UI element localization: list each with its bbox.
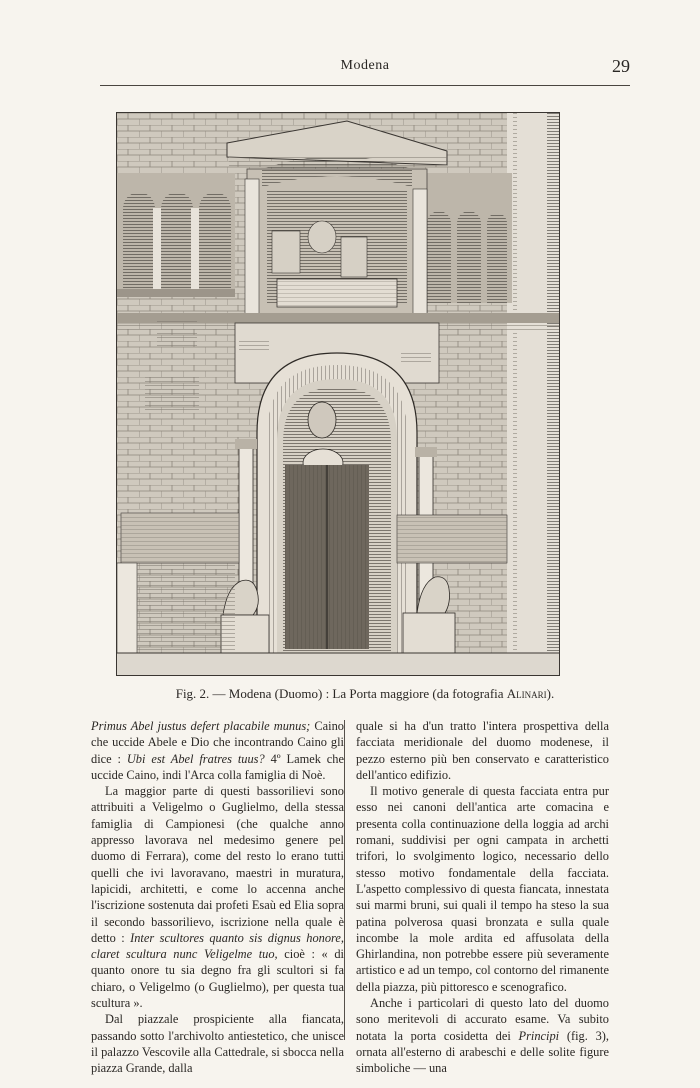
italic-quote: Inter scultores quanto sis dignus honore, claret scultura nunc Veligelme tuo, [91,930,344,962]
paragraph-text: La maggior parte di questi bassorilievi sono attribuiti a Veligelmo o Guglielmo, della stessa famiglia di Campionesi (che qualche anno appresso lavorava nel medesimo genere pel duomo di Ferrara), come del resto lo erano tutti quelli che ivi lavoravano, maestri in muratura, lapicidi, architetti, e come lo accenna anche l'iscrizione sostenuta dai profeti Esaù ed Elia sopra il secondo bassorilievo, iscrizione nella quale è detto : [91,784,344,945]
paragraph: Dal piazzale prospiciente alla fiancata, passando sotto l'archivolto antiestetico, che unisce il palazzo Vescovile alla Cattedrale, si sbocca nella piazza Grande, dalla [91,1012,344,1076]
running-title: Modena [340,58,390,73]
paragraph-text: cioè : « di quanto onore tu sia degno fra gli scultori si fa chiaro, o Veligelmo (o Guglielmo), per questa tua scultura ». [91,947,344,1011]
italic-word: Principi [518,1028,560,1043]
paragraph-text: (fig. 3), ornata all'esterno di arabeschi e delle solite figure simboliche — una [356,1028,609,1076]
figure-caption [100,686,630,702]
header-rule [100,85,630,86]
cathedral-portal-illustration [117,113,559,675]
caption-text: Fig. 2. — Modena (Duomo) : La Porta maggiore (da fotografia [175,686,507,701]
italic-quote: Primus Abel justus defert placabile munus; [91,719,311,733]
paragraph-text: 4º Lamek che uccide Caino, indi l'Arca colla famiglia di Noè. [91,751,344,782]
paragraph [356,995,609,1076]
caption-photographer: Alinari [506,686,547,701]
caption-end: ). [546,686,555,701]
engraving-figure [116,112,560,676]
page-number: 29 [612,56,630,76]
right-column [356,718,609,1077]
paragraph-text: Anche i particolari di questo lato del duomo sono meritevoli di accurato esame. Va subito notata la porta cosidetta dei [356,996,609,1043]
italic-quote: Ubi est Abel fratres tuus? [126,751,265,766]
paragraph [91,718,344,783]
left-column [91,718,344,1077]
running-header [100,58,630,80]
paragraph-text: Caino che uccide Abele e Dio che incontrando Caino gli dice : [91,719,344,766]
paragraph [91,783,344,1011]
paragraph: quale si ha d'un tratto l'intera prospettiva della facciata meridionale del duomo modenese, il pezzo esterno più ben conservato e caratteristico dell'antico edifizio. [356,719,609,782]
paragraph: Il motivo generale di questa facciata entra pur esso nei canoni dell'antica arte comacina e presenta colla continuazione della loggia ad archi romani, suddivisi per ogni campata in archetti trifori, lo svolgimento logico, necessario dello stesso motivo fondamentale della facciata. L'aspetto complessivo di questa fiancata, innestata sui marmi bruni, sui quali il tempo ha steso la sua patina polverosa quasi bronzata e sulla quale incombe la mole ardita ed affusolata della Ghirlandina, non potrebbe essere più severamente artistico e ad un tempo, col contorno del rimanente della piazza, più pittoresco e scenografico. [356,784,609,994]
column-divider [344,720,345,1040]
